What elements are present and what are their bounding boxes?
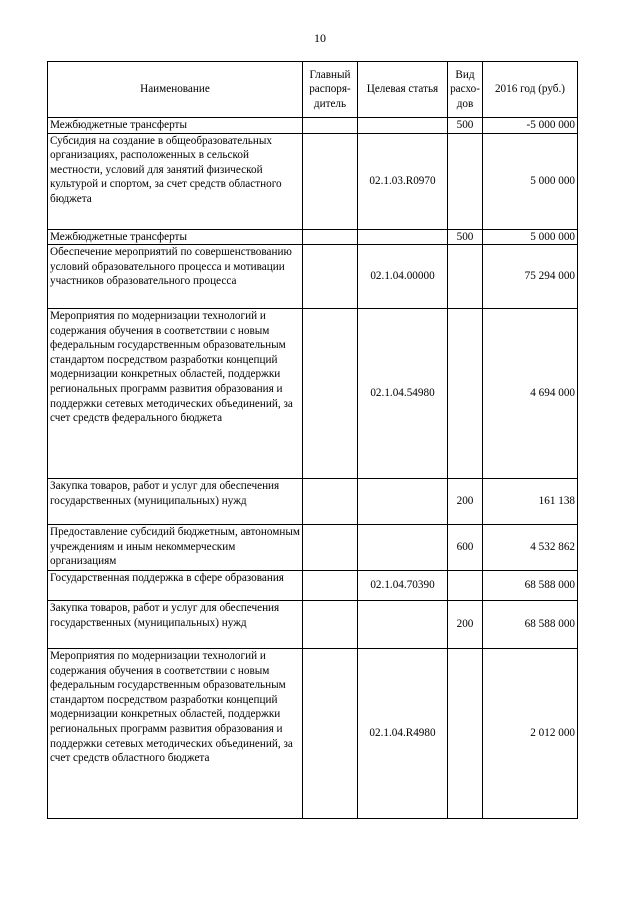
row-name-cell: Закупка товаров, работ и услуг для обеспечения государственных (муниципальных) нужд bbox=[48, 601, 303, 649]
row-target-article-cell bbox=[358, 118, 448, 134]
row-manager-cell bbox=[303, 601, 358, 649]
budget-table bbox=[47, 61, 578, 819]
row-amount-cell: 5 000 000 bbox=[483, 229, 578, 245]
row-manager-cell bbox=[303, 571, 358, 601]
row-amount-cell: 68 588 000 bbox=[483, 601, 578, 649]
table-header-row bbox=[48, 62, 578, 118]
row-target-article-cell: 02.1.04.R4980 bbox=[358, 649, 448, 819]
row-target-article-cell bbox=[358, 601, 448, 649]
table-body bbox=[48, 118, 578, 819]
row-name-cell: Мероприятия по модернизации технологий и содержания обучения в соответствии с новым федеральным государственным образовательным стандартом посредством разработки концепций модернизации конкретных областей, поддержки региональных программ развития образования и поддержки сетевых методических объединений, за счет средств областного бюджета bbox=[48, 649, 303, 819]
row-amount-cell: 4 532 862 bbox=[483, 525, 578, 571]
header-target-article: Целевая статья bbox=[358, 62, 448, 118]
row-name-cell: Обеспечение мероприятий по совершенствованию условий образовательного процесса и мотивации участников образовательного процесса bbox=[48, 245, 303, 309]
row-target-article-cell: 02.1.04.54980 bbox=[358, 309, 448, 479]
table-row bbox=[48, 229, 578, 245]
table-row bbox=[48, 118, 578, 134]
row-expense-type-cell: 500 bbox=[448, 229, 483, 245]
row-manager-cell bbox=[303, 133, 358, 229]
row-target-article-cell bbox=[358, 525, 448, 571]
row-name-cell: Государственная поддержка в сфере образования bbox=[48, 571, 303, 601]
row-expense-type-cell bbox=[448, 133, 483, 229]
row-target-article-cell bbox=[358, 479, 448, 525]
row-amount-cell: 161 138 bbox=[483, 479, 578, 525]
row-expense-type-cell: 600 bbox=[448, 525, 483, 571]
row-amount-cell: 2 012 000 bbox=[483, 649, 578, 819]
row-expense-type-cell: 200 bbox=[448, 601, 483, 649]
row-manager-cell bbox=[303, 525, 358, 571]
row-manager-cell bbox=[303, 309, 358, 479]
row-manager-cell bbox=[303, 479, 358, 525]
header-manager: Главный распоря-дитель bbox=[303, 62, 358, 118]
row-expense-type-cell bbox=[448, 245, 483, 309]
table-row bbox=[48, 525, 578, 571]
row-name-cell: Мероприятия по модернизации технологий и содержания обучения в соответствии с новым федеральным государственным образовательным стандартом посредством разработки концепций модернизации конкретных областей, поддержки региональных программ развития образования и поддержки сетевых методических объединений, за счет средств федерального бюджета bbox=[48, 309, 303, 479]
row-name-cell: Закупка товаров, работ и услуг для обеспечения государственных (муниципальных) нужд bbox=[48, 479, 303, 525]
row-expense-type-cell bbox=[448, 571, 483, 601]
row-name-cell: Субсидия на создание в общеобразовательных организациях, расположенных в сельской местности, условий для занятий физической культурой и спортом, за счет средств областного бюджета bbox=[48, 133, 303, 229]
row-manager-cell bbox=[303, 118, 358, 134]
row-name-cell: Предоставление субсидий бюджетным, автономным учреждениям и иным некоммерческим организациям bbox=[48, 525, 303, 571]
row-target-article-cell bbox=[358, 229, 448, 245]
row-amount-cell: 4 694 000 bbox=[483, 309, 578, 479]
table-row bbox=[48, 479, 578, 525]
row-amount-cell: -5 000 000 bbox=[483, 118, 578, 134]
row-amount-cell: 5 000 000 bbox=[483, 133, 578, 229]
header-name: Наименование bbox=[48, 62, 303, 118]
header-amount-2016: 2016 год (руб.) bbox=[483, 62, 578, 118]
row-expense-type-cell bbox=[448, 309, 483, 479]
row-name-cell: Межбюджетные трансферты bbox=[48, 118, 303, 134]
table-row bbox=[48, 601, 578, 649]
row-amount-cell: 75 294 000 bbox=[483, 245, 578, 309]
table-row bbox=[48, 133, 578, 229]
row-target-article-cell: 02.1.04.70390 bbox=[358, 571, 448, 601]
row-amount-cell: 68 588 000 bbox=[483, 571, 578, 601]
table-row bbox=[48, 309, 578, 479]
header-expense-type: Вид расхо-дов bbox=[448, 62, 483, 118]
row-expense-type-cell: 500 bbox=[448, 118, 483, 134]
row-name-cell: Межбюджетные трансферты bbox=[48, 229, 303, 245]
table-row bbox=[48, 245, 578, 309]
row-expense-type-cell bbox=[448, 649, 483, 819]
table-row bbox=[48, 649, 578, 819]
row-manager-cell bbox=[303, 649, 358, 819]
row-target-article-cell: 02.1.03.R0970 bbox=[358, 133, 448, 229]
page-number: 10 bbox=[314, 31, 326, 45]
row-manager-cell bbox=[303, 245, 358, 309]
row-manager-cell bbox=[303, 229, 358, 245]
row-expense-type-cell: 200 bbox=[448, 479, 483, 525]
table-row bbox=[48, 571, 578, 601]
row-target-article-cell: 02.1.04.00000 bbox=[358, 245, 448, 309]
